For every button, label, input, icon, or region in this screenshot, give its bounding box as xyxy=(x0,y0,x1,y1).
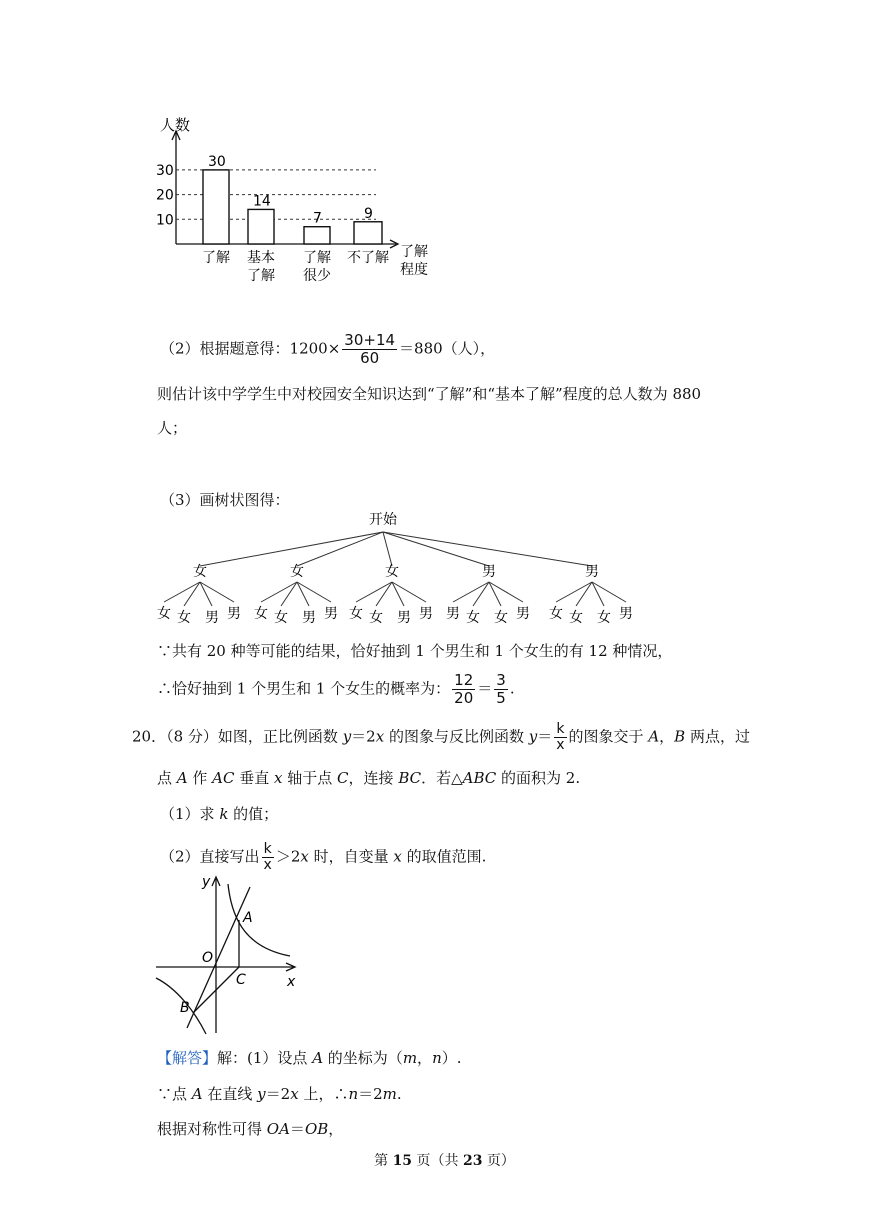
footer-page-number: 15 xyxy=(392,1153,413,1169)
q20-l2d: 轴于点 xyxy=(282,769,338,787)
part2-line3: 人； xyxy=(157,419,188,437)
sol-n: n xyxy=(432,1049,442,1067)
q20-l2-x: x xyxy=(274,769,283,787)
sol-OB: OB xyxy=(304,1120,329,1138)
q20-C: C xyxy=(337,769,349,787)
tree-level2-node: 女 xyxy=(569,610,583,626)
prob-eq: ＝ xyxy=(477,679,493,698)
prob-frac1-den: 20 xyxy=(454,689,474,707)
tree-level2-node: 女 xyxy=(466,610,480,626)
hyperbola-branch-1 xyxy=(228,884,290,956)
bar xyxy=(354,222,382,244)
tree-level2-node: 男 xyxy=(446,606,460,622)
prob-frac2-den: 5 xyxy=(496,689,506,707)
q20-eq: ＝ xyxy=(537,727,553,746)
sol-m: m xyxy=(402,1049,418,1067)
probability-line xyxy=(157,672,515,707)
q20-B: B xyxy=(674,727,686,746)
q20-after-frac: 的图象交于 xyxy=(568,727,649,746)
q20-line1 xyxy=(132,722,750,753)
tree-level2-node: 女 xyxy=(369,610,383,626)
q20-sub1a: （1）求 xyxy=(160,805,220,823)
sol-l2c: 上，∴ xyxy=(298,1085,349,1103)
q20-l2a: 点 xyxy=(157,769,177,787)
sol-l3b: ＝ xyxy=(289,1120,305,1138)
sol-l2d: ＝2 xyxy=(358,1085,383,1103)
sol-l3a: 根据对称性可得 xyxy=(157,1120,267,1138)
x-tick-label: 了解 xyxy=(202,250,230,266)
tree-level2-node: 男 xyxy=(324,606,338,622)
q20-l2c: 垂直 xyxy=(234,769,275,787)
q20-sub2-k: k xyxy=(262,842,274,858)
sol-l2a: ∵点 xyxy=(157,1085,192,1103)
tree-level2-node: 男 xyxy=(302,610,316,626)
q20-fx: x xyxy=(556,737,565,753)
tree-edge xyxy=(383,532,592,566)
x-tick-label: 了解 xyxy=(303,250,331,266)
q20-sub2a: （2）直接写出 xyxy=(160,847,260,866)
q20-l2g: 的面积为 2. xyxy=(496,769,581,787)
tree-level1-node: 女 xyxy=(290,564,304,580)
tree-level2-node: 女 xyxy=(349,606,363,622)
q20-mid: 的图象与反比例函数 xyxy=(384,727,529,746)
sol-l1a: 解：(1）设点 xyxy=(217,1049,313,1067)
q20-sub2 xyxy=(160,842,486,873)
y-tick-label: 30 xyxy=(156,162,174,179)
tree-diagram xyxy=(140,510,660,630)
x-tick-label: 很少 xyxy=(303,268,331,284)
prob-fraction-2 xyxy=(494,672,508,707)
bar-value-label: 14 xyxy=(253,193,271,210)
q20-score: （8 分）如图，正比例函数 xyxy=(166,727,343,746)
function-graph xyxy=(150,870,310,1040)
tree-edge xyxy=(281,582,297,606)
tree-level2-node: 女 xyxy=(177,610,191,626)
q20-l2b: 作 xyxy=(187,769,213,787)
q20-A: A xyxy=(648,727,660,746)
tree-edge xyxy=(164,582,200,602)
tree-edge xyxy=(576,582,592,606)
q20-sub1b: 的值； xyxy=(228,805,279,823)
x-axis-label-line2: 程度 xyxy=(400,262,428,278)
q20-k: k xyxy=(554,722,566,738)
solution-line2 xyxy=(157,1084,402,1104)
tree-level2-node: 男 xyxy=(516,606,530,622)
part2-frac-den: 60 xyxy=(360,349,380,367)
q20-sub2-x2: x xyxy=(300,847,309,866)
q20-sub2d: 的取值范围. xyxy=(401,847,487,866)
bar-value-label: 9 xyxy=(364,205,373,222)
bar-value-label: 7 xyxy=(313,210,322,227)
q20-sub1 xyxy=(160,804,278,824)
tree-edge xyxy=(453,582,489,602)
therefore-prefix: ∴恰好抽到 1 个男生和 1 个女生的概率为： xyxy=(157,679,451,698)
q20-y1: y xyxy=(342,727,352,746)
part2-frac-num: 30+14 xyxy=(344,331,396,349)
sol-eq2: ＝2 xyxy=(265,1085,291,1103)
prob-fraction-1 xyxy=(452,672,475,707)
graph-B-label: B xyxy=(180,1000,190,1016)
part3-heading: （3）画树状图得： xyxy=(160,491,290,509)
graph-O-label: O xyxy=(202,950,214,966)
q20-l2e: ，连接 xyxy=(348,769,399,787)
solution-line3 xyxy=(157,1119,343,1139)
y-axis-label: 人数 xyxy=(160,116,191,134)
q20-k-over-x xyxy=(554,722,566,753)
y-tick-label: 10 xyxy=(156,212,174,229)
tree-level2-node: 男 xyxy=(419,606,433,622)
q20-tail: 两点，过 xyxy=(685,727,750,746)
tree-level1-node: 男 xyxy=(482,564,496,580)
sol-l2-n: n xyxy=(348,1085,359,1103)
part2-formula xyxy=(160,332,495,367)
x-tick-label: 了解 xyxy=(247,268,275,284)
footer-suffix: 页） xyxy=(482,1153,515,1169)
tree-edge xyxy=(473,582,489,606)
tree-level2-node: 女 xyxy=(274,610,288,626)
tree-level1-node: 女 xyxy=(385,564,399,580)
q20-line2 xyxy=(157,768,580,788)
sol-OA: OA xyxy=(266,1120,290,1138)
q20-sub1-k: k xyxy=(219,805,229,823)
solution-tag: 【解答】 xyxy=(157,1049,218,1067)
solution-line1 xyxy=(157,1048,462,1068)
q20-number: 20． xyxy=(132,727,167,746)
tree-level2-node: 女 xyxy=(597,610,611,626)
part2-prefix: （2）根据题意得：1200× xyxy=(160,339,341,358)
sol-comma: ， xyxy=(417,1049,433,1067)
line-y-2x xyxy=(187,887,250,1028)
tree-level2-node: 女 xyxy=(254,606,268,622)
q20-sub2-x: x xyxy=(263,857,272,873)
graph-A-label: A xyxy=(243,910,253,926)
tree-root: 开始 xyxy=(369,512,397,528)
tree-edge xyxy=(356,582,392,602)
q20-l2-A: A xyxy=(176,769,188,787)
sol-l2e: . xyxy=(396,1085,402,1103)
part2-line2: 则估计该中学学生中对校园安全知识达到“了解”和“基本了解”程度的总人数为 880 xyxy=(157,385,702,403)
sol-l3c: ， xyxy=(328,1120,344,1138)
q20-x1: x xyxy=(375,727,385,746)
sol-l2-A: A xyxy=(191,1085,203,1103)
tree-edge xyxy=(297,532,383,566)
bar xyxy=(203,170,229,244)
graph-x-label: x xyxy=(287,974,296,990)
q20-sub2b: ＞2 xyxy=(275,847,301,866)
tree-level2-node: 男 xyxy=(205,610,219,626)
bar-value-label: 30 xyxy=(208,153,226,170)
y-tick-label: 20 xyxy=(156,187,174,204)
tree-edge xyxy=(556,582,592,602)
graph-C-label: C xyxy=(236,972,246,988)
tree-edge xyxy=(383,532,489,566)
tree-level2-node: 女 xyxy=(549,606,563,622)
q20-sub2-k-over-x xyxy=(262,842,274,873)
q20-BC: BC xyxy=(398,769,422,787)
bar xyxy=(248,209,274,244)
sol-x: x xyxy=(290,1085,299,1103)
tree-edge xyxy=(383,532,392,566)
tree-level2-node: 男 xyxy=(397,610,411,626)
x-tick-label: 基本 xyxy=(247,250,275,266)
x-axis-label-line1: 了解 xyxy=(400,244,428,260)
tree-edge xyxy=(184,582,200,606)
q20-eq2: ＝2 xyxy=(351,727,376,746)
q20-sub2c: 时，自变量 xyxy=(308,847,394,866)
tree-level1-node: 女 xyxy=(193,564,207,580)
q20-AC: AC xyxy=(212,769,235,787)
tree-level2-node: 男 xyxy=(619,606,633,622)
q20-comma: ， xyxy=(659,727,675,746)
sol-l2b: 在直线 xyxy=(202,1085,258,1103)
prob-end: . xyxy=(509,679,515,698)
q20-sub2-x3: x xyxy=(393,847,402,866)
sol-l1c: ）. xyxy=(441,1049,462,1067)
part2-suffix: ＝880（人）， xyxy=(399,339,496,358)
tree-level1-node: 男 xyxy=(585,564,599,580)
page-footer xyxy=(0,1151,889,1171)
because-line: ∵共有 20 种等可能的结果，恰好抽到 1 个男生和 1 个女生的有 12 种情况， xyxy=(157,642,673,660)
sol-A: A xyxy=(312,1049,324,1067)
x-tick-label: 不了解 xyxy=(347,250,389,266)
tree-level2-node: 女 xyxy=(494,610,508,626)
q20-y2: y xyxy=(528,727,538,746)
tree-edge xyxy=(200,532,383,566)
bar xyxy=(304,227,330,244)
prob-frac1-num: 12 xyxy=(454,671,474,689)
part2-fraction xyxy=(342,332,397,367)
q20-l2f: ．若△ xyxy=(421,769,463,787)
tree-level2-node: 男 xyxy=(227,606,241,622)
prob-frac2-num: 3 xyxy=(496,671,506,689)
sol-l2-m: m xyxy=(382,1085,397,1103)
tree-edge xyxy=(261,582,297,602)
footer-prefix: 第 xyxy=(374,1153,393,1169)
tree-edge xyxy=(376,582,392,606)
footer-total-pages: 23 xyxy=(462,1153,483,1169)
sol-l1b: 的坐标为（ xyxy=(323,1049,403,1067)
bar-chart xyxy=(150,110,450,290)
graph-y-label: y xyxy=(202,874,211,890)
tree-level2-node: 女 xyxy=(157,606,171,622)
sol-y: y xyxy=(257,1085,266,1103)
footer-mid: 页（共 xyxy=(412,1153,463,1169)
q20-ABC: ABC xyxy=(462,769,497,787)
